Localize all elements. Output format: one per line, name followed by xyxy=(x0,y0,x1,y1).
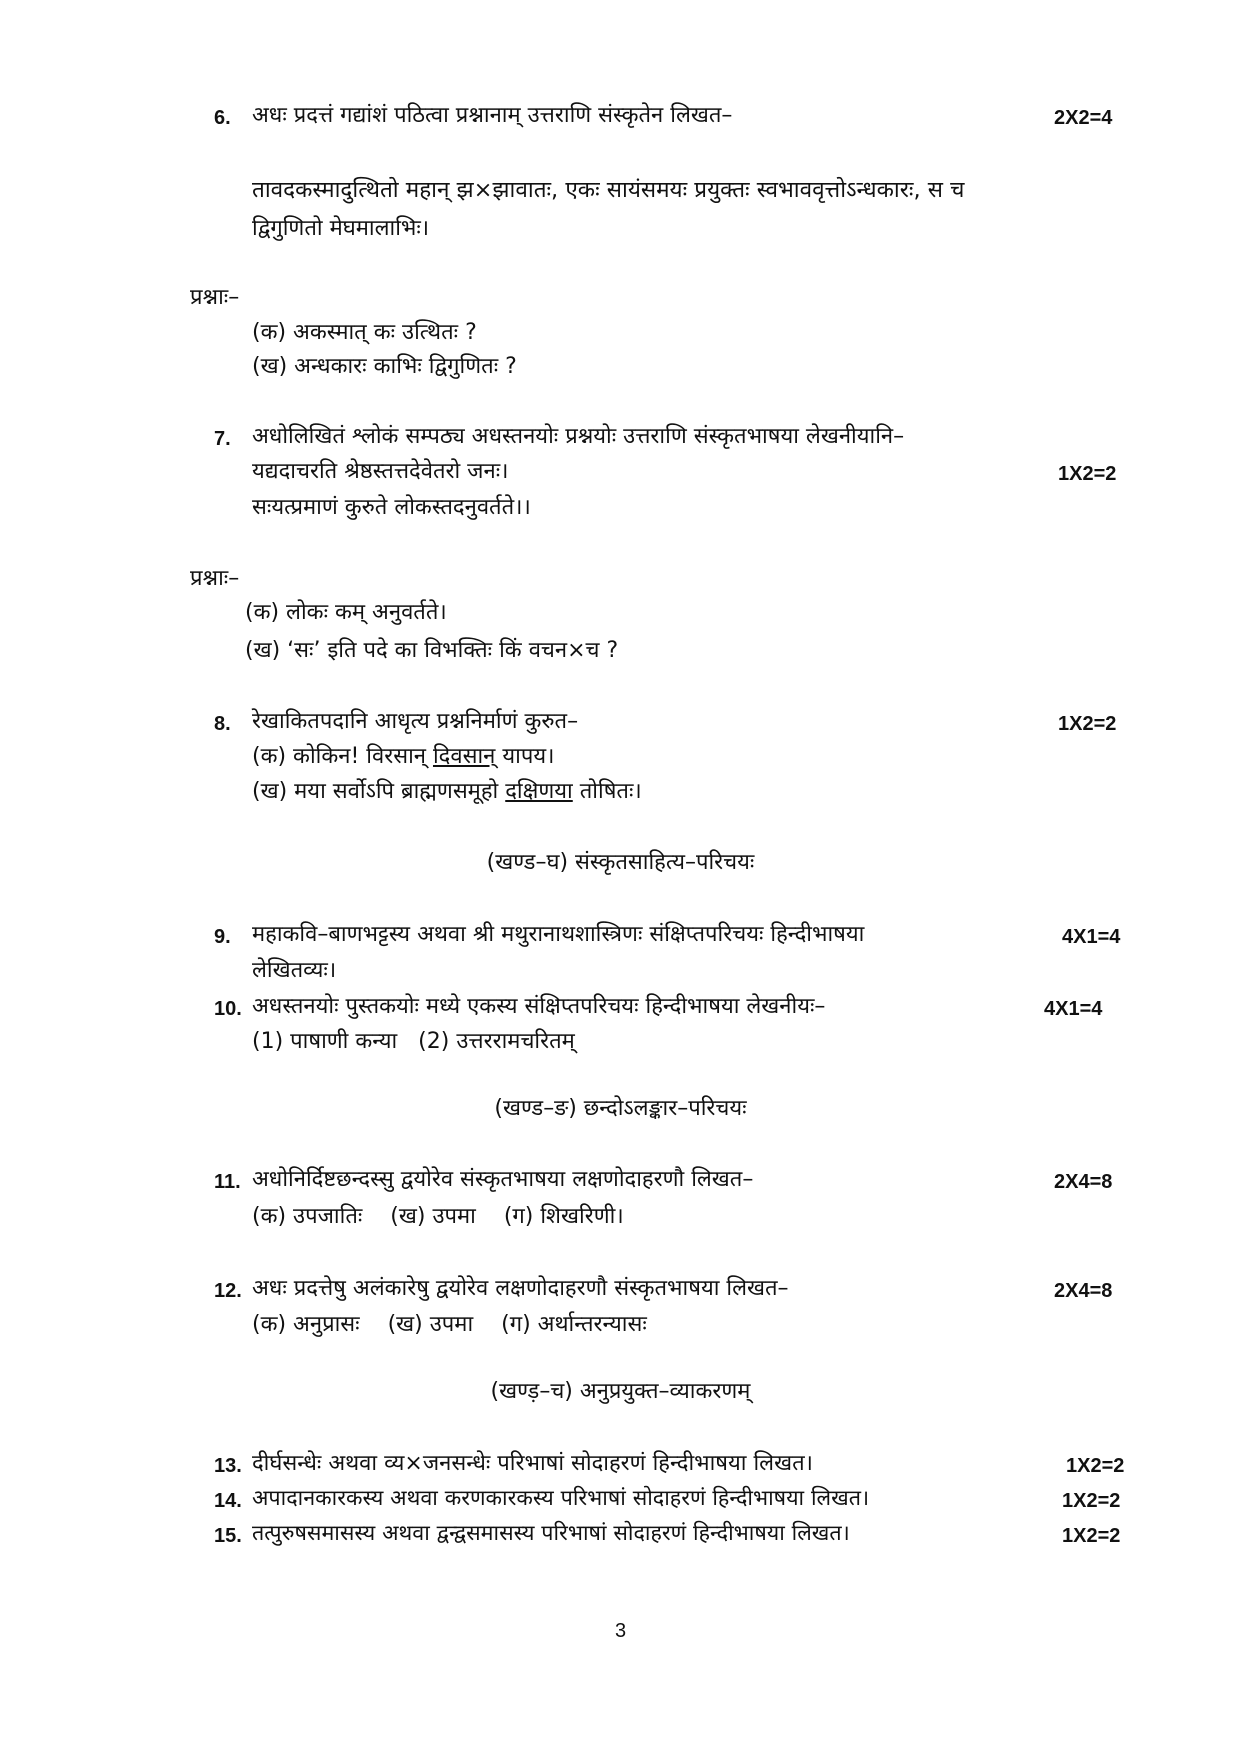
q8-kha-post: तोषितः। xyxy=(579,779,642,804)
q6-sub-ka: (क) अकस्मात् कः उत्थितः ? xyxy=(252,320,477,345)
q7-verse-line1: यद्यदाचरति श्रेष्ठस्तत्तदेवेतरो जनः। xyxy=(252,459,509,484)
q13-marks: 1X2=2 xyxy=(1066,1455,1125,1477)
section-nga-heading: (खण्ड–ङ) छन्दोऽलङ्कार–परिचयः xyxy=(494,1096,747,1121)
q9-text: महाकवि–बाणभट्टस्य अथवा श्री मथुरानाथशास्त्रिणः संक्षिप्तपरिचयः हिन्दीभाषया xyxy=(252,922,865,947)
q6-marks: 2X2=4 xyxy=(1054,107,1113,129)
q9-text-line2: लेखितव्यः। xyxy=(252,958,337,983)
q6-number: 6. xyxy=(214,107,231,129)
q7-sub-kha: (ख) ‘सः’ इति पदे का विभक्तिः किं वचन×च ? xyxy=(245,638,619,663)
q11-number: 11. xyxy=(214,1171,241,1193)
q14-text: अपादानकारकस्य अथवा करणकारकस्य परिभाषां सोदाहरणं हिन्दीभाषया लिखत। xyxy=(252,1486,870,1511)
q8-ka-pre: (क) कोकिन! विरसान् xyxy=(252,744,426,769)
q15-marks: 1X2=2 xyxy=(1062,1525,1121,1547)
q7-prashna-label: प्रश्नाः– xyxy=(190,566,240,591)
q12-text: अधः प्रदत्तेषु अलंकारेषु द्वयोरेव लक्षणोदाहरणौ संस्कृतभाषया लिखत– xyxy=(252,1276,789,1301)
q8-kha-underlined: दक्षिणया xyxy=(505,779,573,804)
q8-ka-post: यापय। xyxy=(502,744,555,769)
section-gha-heading: (खण्ड–घ) संस्कृतसाहित्य–परिचयः xyxy=(486,850,755,875)
q10-number: 10. xyxy=(214,998,242,1020)
q8-marks: 1X2=2 xyxy=(1058,713,1117,735)
q11-options: (क) उपजातिः (ख) उपमा (ग) शिखरिणी। xyxy=(252,1204,624,1229)
q7-marks: 1X2=2 xyxy=(1058,463,1117,485)
q7-sub-ka: (क) लोकः कम् अनुवर्तते। xyxy=(245,600,447,625)
q8-ka-underlined: दिवसान् xyxy=(432,744,496,769)
q13-text: दीर्घसन्धेः अथवा व्य×जनसन्धेः परिभाषां सोदाहरणं हिन्दीभाषया लिखत। xyxy=(252,1451,813,1476)
q6-sub-kha: (ख) अन्धकारः काभिः द्विगुणितः ? xyxy=(252,354,517,379)
q7-verse-line2: सःयत्प्रमाणं कुरुते लोकस्तदनुवर्तते।। xyxy=(252,495,531,520)
q6-prashna-label: प्रश्नाः– xyxy=(190,285,240,310)
q12-marks: 2X4=8 xyxy=(1054,1280,1113,1302)
q9-marks: 4X1=4 xyxy=(1062,926,1121,948)
q15-text: तत्पुरुषसमासस्य अथवा द्वन्द्वसमासस्य परिभाषां सोदाहरणं हिन्दीभाषया लिखत। xyxy=(252,1521,850,1546)
q6-text: अधः प्रदत्तं गद्यांशं पठित्वा प्रश्नानाम् उत्तराणि संस्कृतेन लिखत– xyxy=(252,103,733,128)
q14-number: 14. xyxy=(214,1490,242,1512)
q8-sub-ka xyxy=(252,742,554,772)
q6-passage-line2: द्विगुणितो मेघमालाभिः। xyxy=(252,216,430,241)
q6-passage-line1: तावदकस्मादुत्थितो महान् झ×झावातः, एकः सायंसमयः प्रयुक्तः स्वभाववृत्तोऽन्धकारः, स च xyxy=(252,177,965,203)
q8-sub-kha xyxy=(252,777,642,807)
q12-number: 12. xyxy=(214,1280,242,1302)
q8-kha-pre: (ख) मया सर्वोऽपि ब्राह्मणसमूहो xyxy=(252,779,499,804)
q7-text: अधोलिखितं श्लोकं सम्पठ्य अधस्तनयोः प्रश्नयोः उत्तराणि संस्कृतभाषया लेखनीयानि– xyxy=(252,424,905,449)
q7-number: 7. xyxy=(214,428,231,450)
q10-options: (1) पाषाणी कन्या (2) उत्तररामचरितम् xyxy=(252,1029,575,1054)
q11-marks: 2X4=8 xyxy=(1054,1171,1113,1193)
section-cha-heading: (खण्ड़–च) अनुप्रयुक्त–व्याकरणम् xyxy=(490,1379,751,1404)
q11-text: अधोनिर्दिष्टछन्दस्सु द्वयोरेव संस्कृतभाषया लक्षणोदाहरणौ लिखत– xyxy=(252,1167,754,1192)
q8-number: 8. xyxy=(214,713,231,735)
q15-number: 15. xyxy=(214,1525,242,1547)
page-number: 3 xyxy=(614,1620,627,1642)
q8-text: रेखाकितपदानि आधृत्य प्रश्ननिर्माणं कुरुत– xyxy=(252,709,579,734)
q10-marks: 4X1=4 xyxy=(1044,998,1103,1020)
q9-number: 9. xyxy=(214,926,231,948)
q14-marks: 1X2=2 xyxy=(1062,1490,1121,1512)
q10-text: अधस्तनयोः पुस्तकयोः मध्ये एकस्य संक्षिप्तपरिचयः हिन्दीभाषया लेखनीयः– xyxy=(252,994,826,1019)
q12-options: (क) अनुप्रासः (ख) उपमा (ग) अर्थान्तरन्यासः xyxy=(252,1312,647,1337)
q13-number: 13. xyxy=(214,1455,242,1477)
